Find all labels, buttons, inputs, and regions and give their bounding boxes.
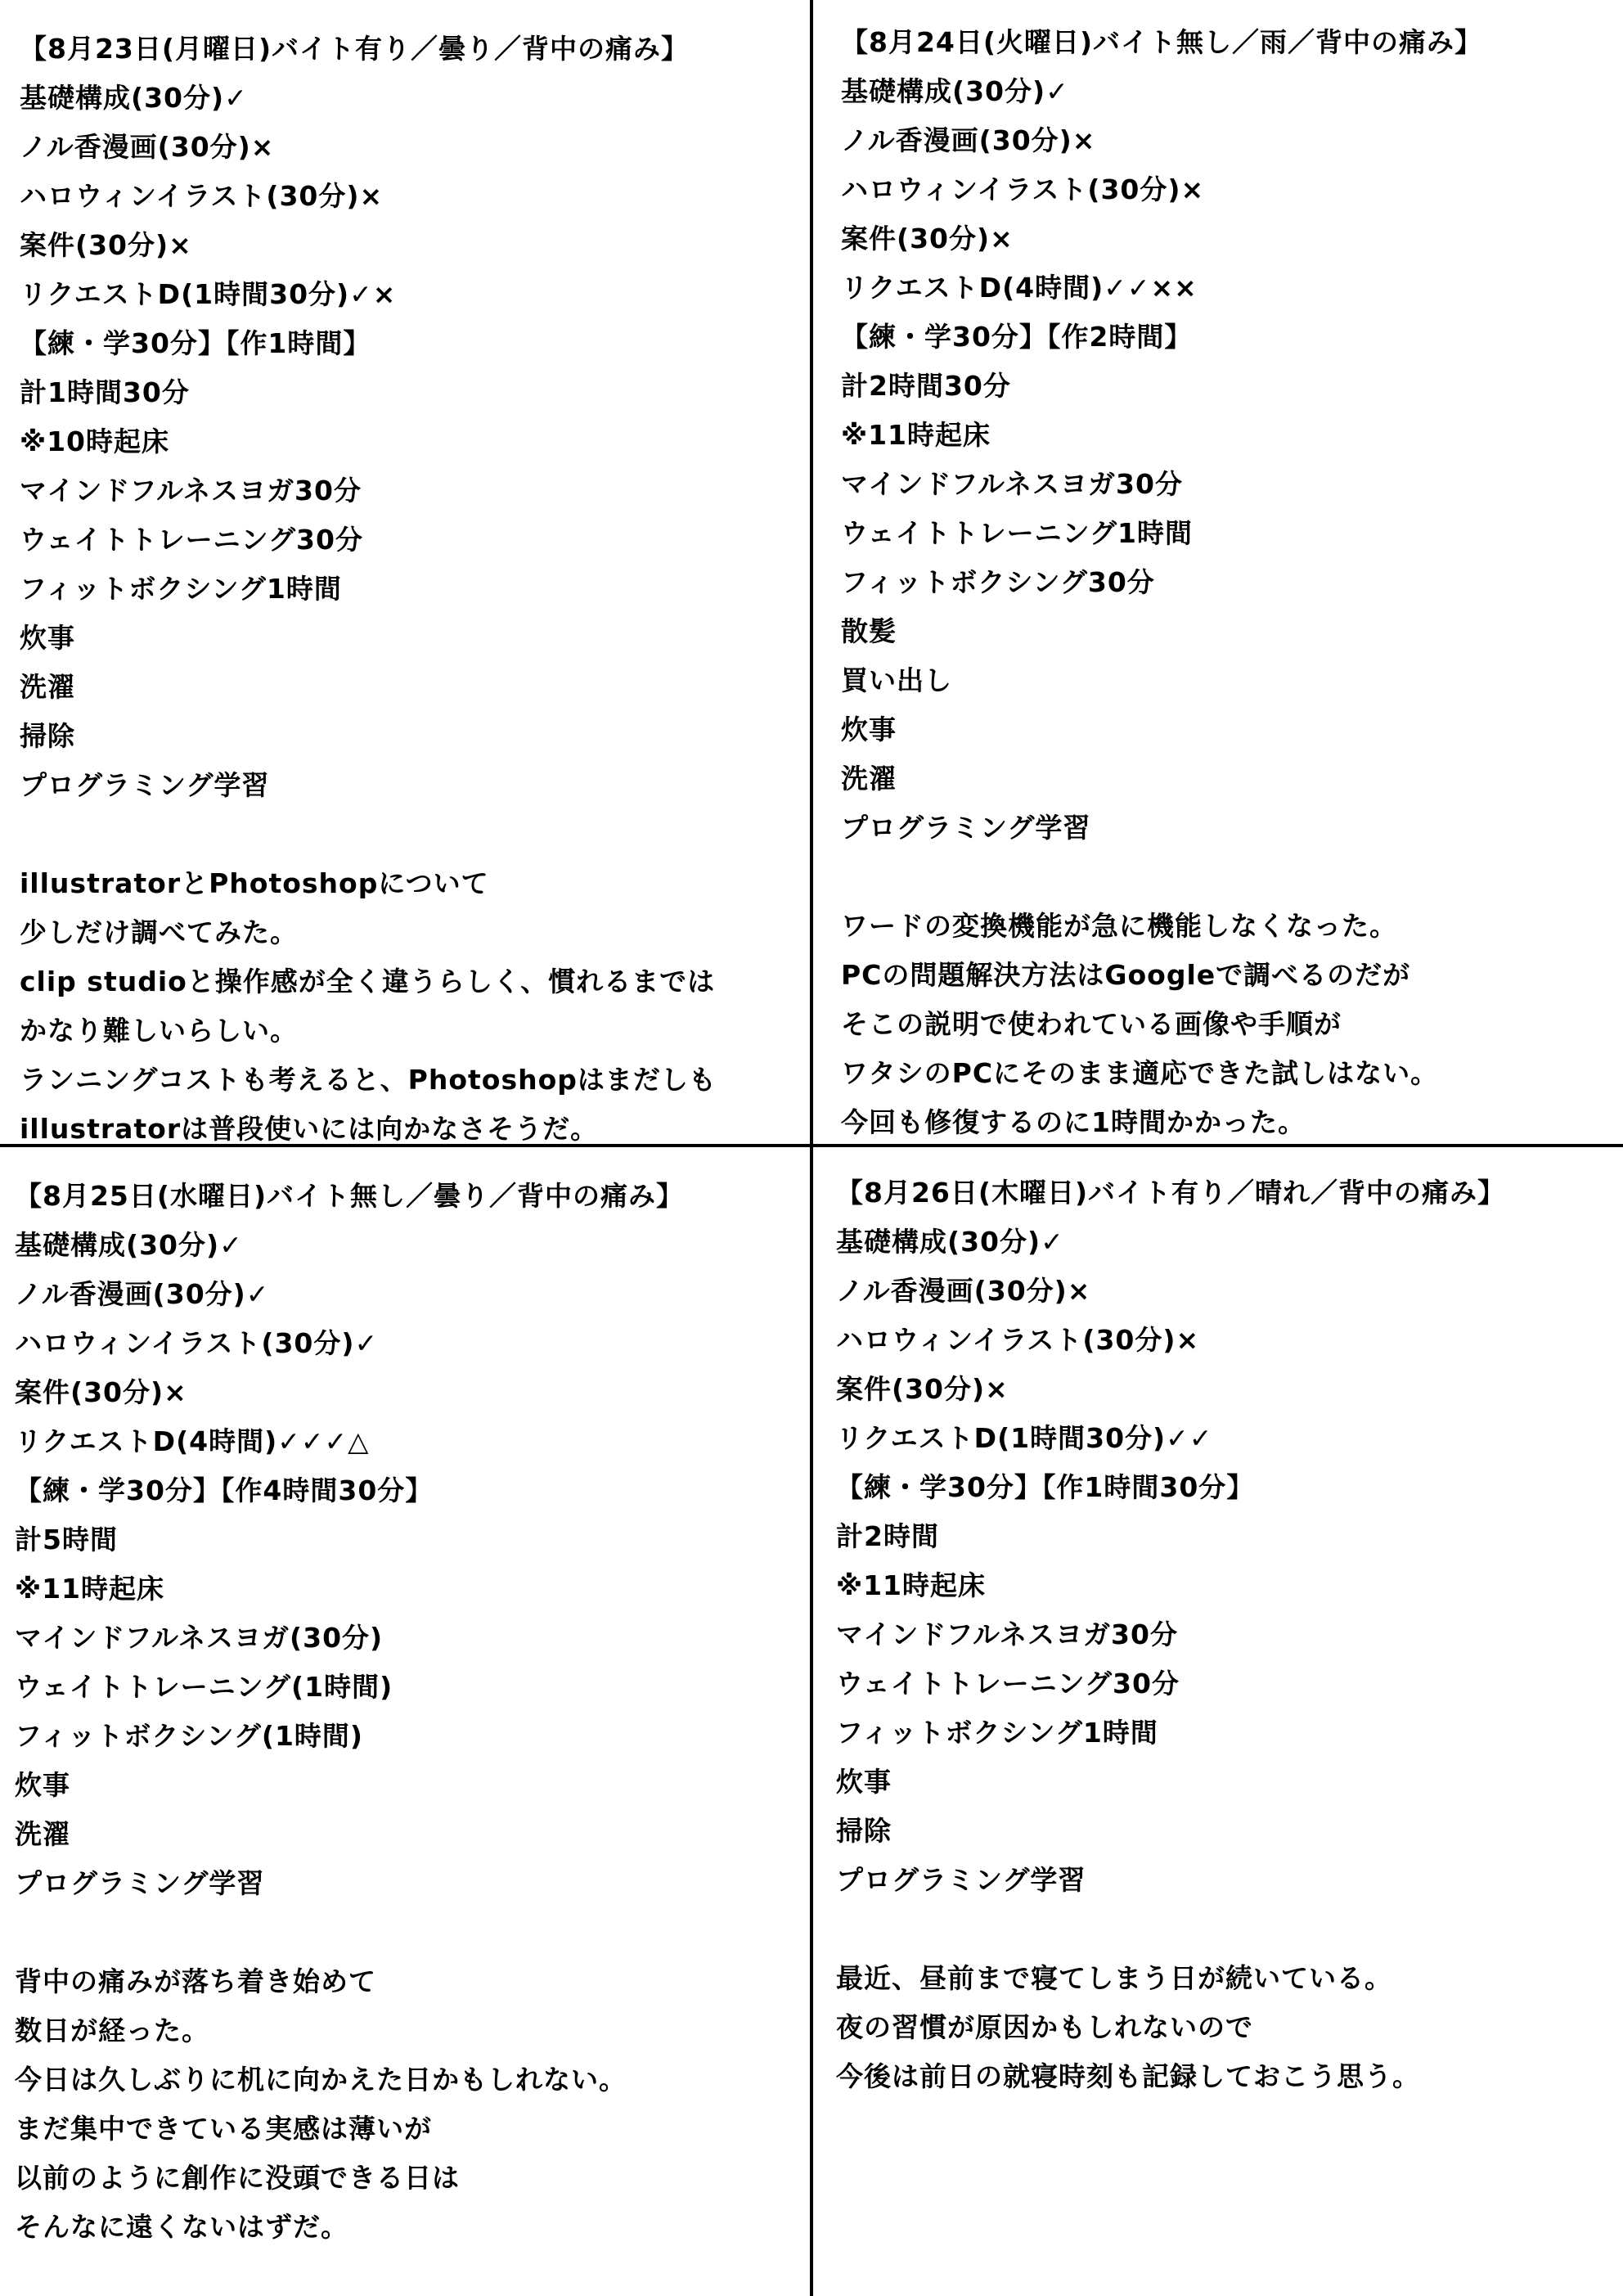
note-line: 数日が経った。 [15, 2015, 209, 2046]
log-item: 洗濯 [841, 763, 897, 795]
log-item: 【練・学30分】【作1時間30分】 [836, 1471, 1255, 1503]
log-item: 案件(30分)× [20, 229, 192, 261]
note-line: 背中の痛みが落ち着き始めて [15, 1965, 376, 1997]
log-item: マインドフルネスヨガ(30分) [15, 1622, 384, 1654]
log-item: 計2時間 [836, 1520, 939, 1552]
log-item: ノル香漫画(30分)✓ [15, 1278, 270, 1310]
note-line: 夜の習慣が原因かもしれないので [836, 2011, 1253, 2043]
entry-panel-aug-25 [15, 1172, 792, 2252]
log-item: 計5時間 [15, 1524, 118, 1555]
note-line: ワードの変換機能が急に機能しなくなった。 [841, 910, 1397, 942]
log-item: 買い出し [841, 664, 952, 696]
log-item: ハロウィンイラスト(30分)✓ [15, 1327, 379, 1359]
log-item: 計1時間30分 [20, 376, 190, 408]
log-item: 炊事 [20, 622, 75, 654]
log-item: 基礎構成(30分)✓ [841, 75, 1069, 107]
log-item: フィットボクシング(1時間) [15, 1720, 364, 1752]
log-item: ハロウィンイラスト(30分)× [841, 173, 1205, 205]
log-item: フィットボクシング1時間 [836, 1717, 1158, 1749]
note-line: 以前のように創作に没頭できる日は [15, 2162, 460, 2194]
entry-header: 【8月24日(火曜日)バイト無し／雨／背中の痛み】 [841, 26, 1483, 58]
log-item: ウェイトトレーニング30分 [836, 1668, 1180, 1699]
log-item: 基礎構成(30分)✓ [20, 82, 248, 114]
log-item: 炊事 [841, 714, 897, 745]
log-item: 炊事 [15, 1769, 70, 1801]
entry-header: 【8月23日(月曜日)バイト有り／曇り／背中の痛み】 [20, 33, 690, 65]
spacer [15, 1908, 792, 1957]
note-line: ワタシのPCにそのまま適応できた試しはない。 [841, 1057, 1439, 1089]
log-item: 【練・学30分】【作4時間30分】 [15, 1474, 434, 1506]
diary-note [15, 1957, 792, 2252]
log-item: 洗濯 [20, 671, 75, 703]
note-line: clip studioと操作感が全く違うらしく、慣れるまでは [20, 966, 716, 997]
note-line: かなり難しいらしい。 [20, 1015, 298, 1047]
diary-note [20, 859, 797, 1154]
log-item: フィットボクシング30分 [841, 566, 1155, 598]
note-line: 今日は久しぶりに机に向かえた日かもしれない。 [15, 2064, 627, 2096]
entry-panel-aug-24 [841, 18, 1610, 1147]
log-item: 案件(30分)× [15, 1376, 187, 1408]
note-line: ランニングコストも考えると、Photoshopはまだしも [20, 1064, 717, 1096]
spacer [20, 810, 797, 859]
log-item: マインドフルネスヨガ30分 [841, 468, 1183, 500]
spacer [841, 853, 1610, 902]
log-item: 掃除 [20, 720, 75, 752]
note-line: そんなに遠くないはずだ。 [15, 2211, 348, 2243]
log-item: ウェイトトレーニング1時間 [841, 517, 1193, 549]
diary-note [836, 1954, 1605, 2101]
log-item: ※10時起床 [20, 425, 170, 457]
log-item: ハロウィンイラスト(30分)× [836, 1324, 1200, 1356]
log-item: リクエストD(1時間30分)✓× [20, 278, 397, 310]
entry-header: 【8月25日(水曜日)バイト無し／曇り／背中の痛み】 [15, 1180, 685, 1212]
log-item: ※11時起床 [15, 1573, 165, 1605]
log-item: 基礎構成(30分)✓ [836, 1226, 1064, 1258]
log-item: 洗濯 [15, 1818, 70, 1850]
log-item: プログラミング学習 [15, 1867, 265, 1899]
log-item: 基礎構成(30分)✓ [15, 1229, 243, 1261]
log-item: ※11時起床 [841, 419, 991, 451]
log-item: リクエストD(1時間30分)✓✓ [836, 1422, 1213, 1454]
log-item: ノル香漫画(30分)× [836, 1275, 1091, 1307]
log-item: ※11時起床 [836, 1569, 987, 1601]
log-item: リクエストD(4時間)✓✓×× [841, 272, 1198, 304]
vertical-divider [810, 0, 813, 2296]
note-line: illustratorは普段使いには向かなさそうだ。 [20, 1113, 599, 1145]
note-line: 今回も修復するのに1時間かかった。 [841, 1106, 1306, 1138]
note-line: そこの説明で使われている画像や手順が [841, 1008, 1342, 1040]
entry-header: 【8月26日(木曜日)バイト有り／晴れ／背中の痛み】 [836, 1177, 1506, 1209]
note-line: 今後は前日の就寝時刻も記録しておこう思う。 [836, 2060, 1420, 2092]
log-item: ウェイトトレーニング(1時間) [15, 1671, 393, 1703]
log-item: マインドフルネスヨガ30分 [836, 1618, 1178, 1650]
log-item: プログラミング学習 [841, 812, 1091, 844]
log-item: フィットボクシング1時間 [20, 573, 342, 605]
note-line: illustratorとPhotoshopについて [20, 867, 489, 899]
log-item: プログラミング学習 [20, 769, 270, 801]
entry-panel-aug-26 [836, 1168, 1605, 2101]
log-item: リクエストD(4時間)✓✓✓△ [15, 1425, 370, 1457]
log-item: マインドフルネスヨガ30分 [20, 475, 362, 506]
diary-note [841, 902, 1610, 1147]
log-item: 【練・学30分】【作2時間】 [841, 321, 1193, 353]
log-item: 掃除 [836, 1815, 892, 1847]
log-item: ウェイトトレーニング30分 [20, 524, 363, 556]
note-line: まだ集中できている実感は薄いが [15, 2113, 432, 2145]
log-item: ハロウィンイラスト(30分)× [20, 180, 384, 212]
entry-panel-aug-23 [20, 25, 797, 1154]
log-item: 散髪 [841, 615, 897, 647]
note-line: 少しだけ調べてみた。 [20, 916, 298, 948]
log-item: 案件(30分)× [841, 223, 1014, 254]
log-item: ノル香漫画(30分)× [20, 131, 275, 163]
log-item: 案件(30分)× [836, 1373, 1009, 1405]
spacer [836, 1905, 1605, 1954]
log-item: 炊事 [836, 1766, 892, 1798]
log-item: 【練・学30分】【作1時間】 [20, 327, 371, 359]
log-item: 計2時間30分 [841, 370, 1011, 402]
note-line: PCの問題解決方法はGoogleで調べるのだが [841, 959, 1411, 991]
log-item: プログラミング学習 [836, 1864, 1086, 1896]
note-line: 最近、昼前まで寝てしまう日が続いている。 [836, 1962, 1392, 1994]
log-item: ノル香漫画(30分)× [841, 124, 1096, 156]
